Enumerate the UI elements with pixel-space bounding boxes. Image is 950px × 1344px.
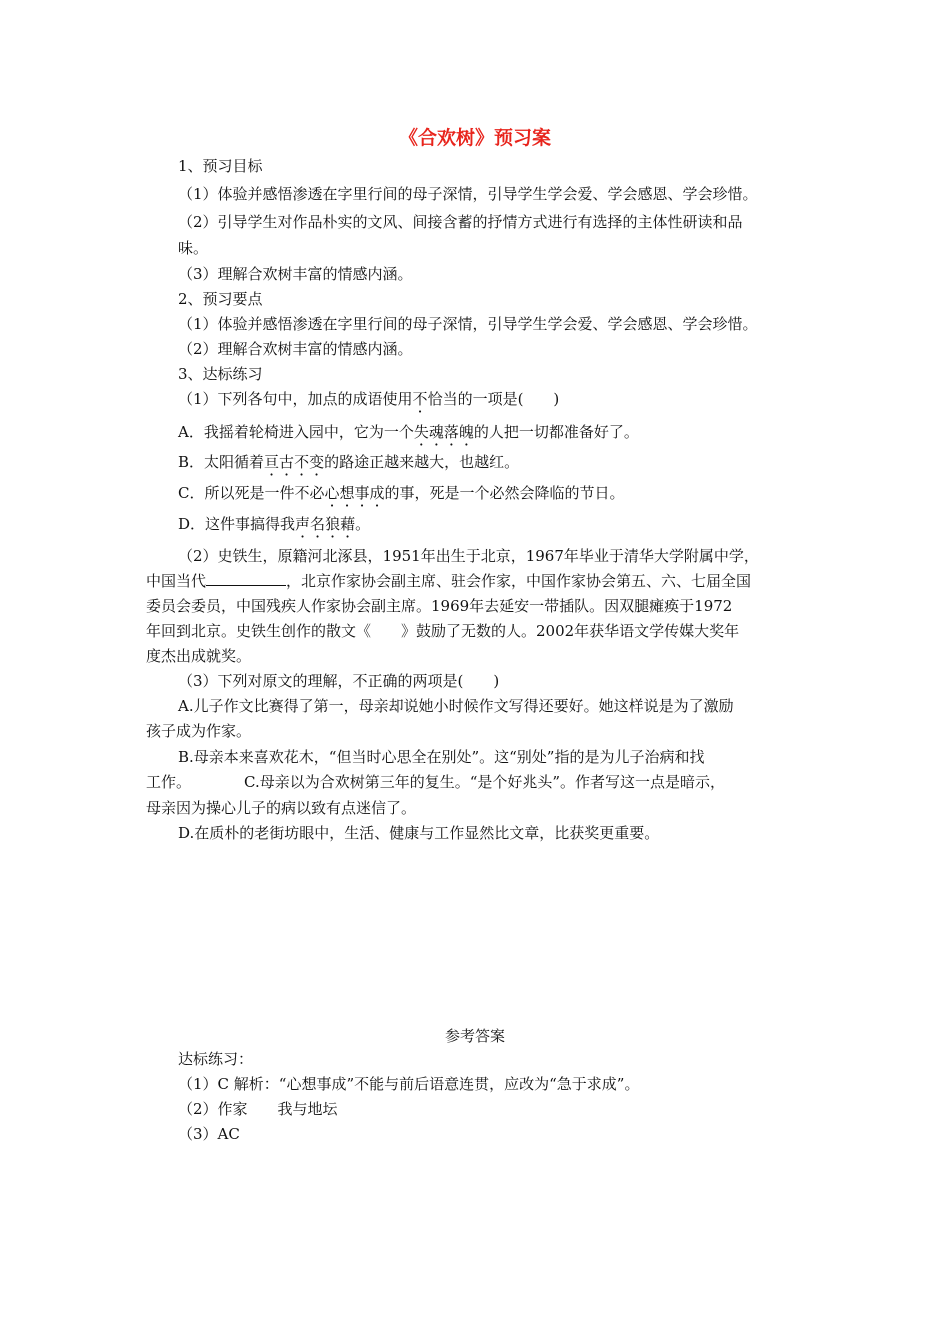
fill-blank[interactable] xyxy=(206,571,286,586)
emphasis-char: 名 xyxy=(310,515,326,533)
q3-option-d: D.在质朴的老街坊眼中，生活、健康与工作显然比文章，比获奖更重要。 xyxy=(178,824,660,842)
option-text: 的路途正越来越大，也越红。 xyxy=(324,453,520,471)
q3-option-a: A.儿子作文比赛得了第一，母亲却说她小时候作文写得还要好。她这样说是为了激励 xyxy=(178,697,734,715)
emphasis-char: 变 xyxy=(309,453,325,471)
option-text: 。 xyxy=(355,515,371,533)
option-text: D．这件事搞得我 xyxy=(178,515,296,533)
point-item-2: （2）理解合欢树丰富的情感内涵。 xyxy=(178,340,413,358)
q2-line-1: （2）史铁生，原籍河北涿县，1951年出生于北京，1967年毕业于清华大学附属中学， xyxy=(178,547,759,565)
q3-option-b: B.母亲本来喜欢花木，“但当时心思全在别处”。这“别处”指的是为儿子治病和找 xyxy=(178,748,705,766)
q1-option-c xyxy=(178,483,625,503)
goal-item-2: （2）引导学生对作品朴实的文风、间接含蓄的抒情方式进行有选择的主体性研读和品 xyxy=(178,213,743,231)
answer-2: （2）作家 我与地坛 xyxy=(178,1100,338,1118)
emphasis-char: 事 xyxy=(354,484,370,502)
answers-title: 参考答案 xyxy=(444,1027,505,1045)
emphasis-char: 不 xyxy=(412,390,428,408)
emphasis-char: 失 xyxy=(413,423,429,441)
answer-1: （1）C 解析：“心想事成”不能与前后语意连贯，应改为“急于求成”。 xyxy=(178,1075,640,1093)
option-text: B．太阳循着 xyxy=(178,453,265,471)
point-item-1: （1）体验并感悟渗透在字里行间的母子深情，引导学生学会爱、学会感恩、学会珍惜。 xyxy=(178,315,758,333)
option-text: C．所以死是一件不必 xyxy=(178,484,325,502)
emphasis-char: 落 xyxy=(443,423,459,441)
q2-line-4: 年回到北京。史铁生创作的散文《 》鼓励了无数的人。2002年获华语文学传媒大奖年 xyxy=(146,622,740,640)
q1-option-b xyxy=(178,452,519,472)
emphasis-char: 想 xyxy=(339,484,355,502)
emphasis-char: 魂 xyxy=(428,423,444,441)
q1-option-a xyxy=(178,422,639,442)
section-heading-goals: 1、预习目标 xyxy=(178,157,263,175)
emphasis-char: 狼 xyxy=(325,515,341,533)
option-text: 的人把一切都准备好了。 xyxy=(473,423,639,441)
q2-line-3: 委员会委员，中国残疾人作家协会副主席。1969年去延安一带插队。因双腿瘫痪于1972 xyxy=(146,597,733,615)
emphasis-char: 不 xyxy=(294,453,310,471)
emphasis-char: 魄 xyxy=(458,423,474,441)
section-heading-practice: 3、达标练习 xyxy=(178,365,263,383)
emphasis-char: 亘 xyxy=(264,453,280,471)
goal-item-1: （1）体验并感悟渗透在字里行间的母子深情，引导学生学会爱、学会感恩、学会珍惜。 xyxy=(178,185,758,203)
section-heading-points: 2、预习要点 xyxy=(178,290,263,308)
answer-3: （3）AC xyxy=(178,1125,240,1143)
goal-item-2-cont: 味。 xyxy=(178,239,209,257)
answers-subtitle: 达标练习： xyxy=(178,1050,254,1068)
q3-option-c-cont: 母亲因为操心儿子的病以致有点迷信了。 xyxy=(146,799,417,817)
emphasis-char: 古 xyxy=(279,453,295,471)
emphasis-char: 藉 xyxy=(340,515,356,533)
q2-line-5: 度杰出成就奖。 xyxy=(146,647,252,665)
q3-option-c: C.母亲以为合欢树第三年的复生。“是个好兆头”。作者写这一点是暗示， xyxy=(244,773,726,791)
emphasis-char: 成 xyxy=(369,484,385,502)
q1-stem xyxy=(178,389,559,409)
q3-option-b-cont: 工作。 xyxy=(146,773,192,791)
option-text: 的事，死是一个必然会降临的节日。 xyxy=(384,484,625,502)
q2-text: 中国当代 xyxy=(146,572,207,590)
goal-item-3: （3）理解合欢树丰富的情感内涵。 xyxy=(178,265,413,283)
option-text: A．我摇着轮椅进入园中，它为一个 xyxy=(178,423,414,441)
q2-line-2 xyxy=(146,571,751,591)
q1-stem-text: （1）下列各句中，加点的成语使用 xyxy=(178,390,413,408)
q1-option-d xyxy=(178,514,370,534)
emphasis-char: 声 xyxy=(295,515,311,533)
q3-stem: （3）下列对原文的理解，不正确的两项是( ) xyxy=(178,672,500,690)
emphasis-char: 心 xyxy=(324,484,340,502)
q2-text: ，北京作家协会副主席、驻会作家，中国作家协会第五、六、七届全国 xyxy=(286,572,752,590)
q1-stem-text-end: 恰当的一项是( ) xyxy=(427,390,560,408)
q3-option-a-cont: 孩子成为作家。 xyxy=(146,722,252,740)
page-title: 《合欢树》预习案 xyxy=(398,127,551,149)
